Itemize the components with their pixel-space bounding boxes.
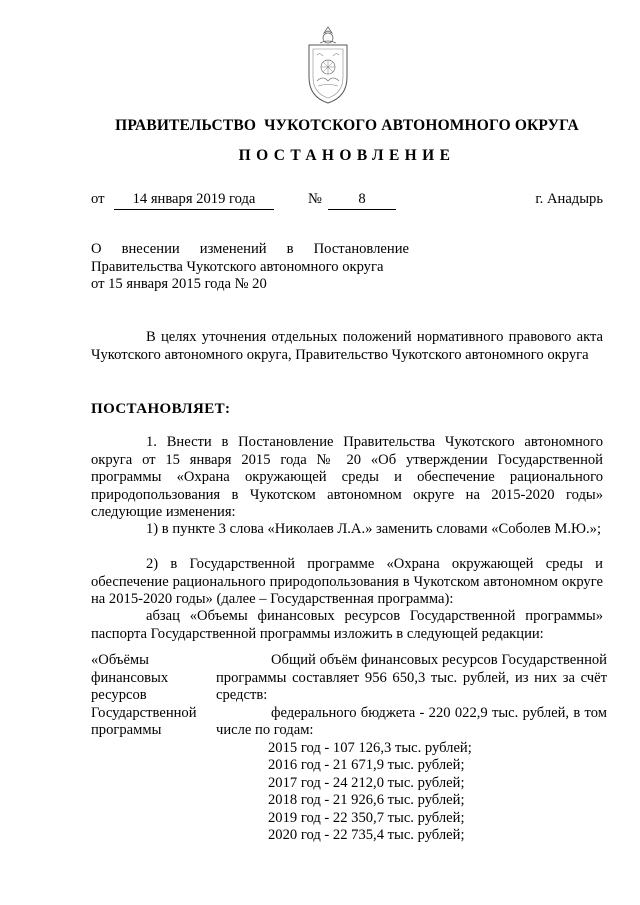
subitem-2-paragraph: 2) в Государственной программе «Охрана окружающей среды и обеспечение рационального природопользования в Чукотском автономном округе на 2015-2020 годы» (далее – Государственная программа): bbox=[91, 556, 603, 607]
year-row: 2020 год - 22 735,4 тыс. рублей; bbox=[268, 827, 465, 843]
coat-of-arms-emblem bbox=[303, 25, 353, 105]
subject-line: от 15 января 2015 года № 20 bbox=[91, 276, 267, 292]
dateline bbox=[91, 191, 603, 211]
chukotka-coat-of-arms-icon bbox=[303, 25, 353, 105]
table-label-line: Государственной bbox=[91, 704, 197, 721]
resolves-heading: ПОСТАНОВЛЯЕТ: bbox=[91, 401, 231, 417]
table-label-line: «Объёмы bbox=[91, 652, 149, 668]
year-row: 2017 год - 24 212,0 тыс. рублей; bbox=[268, 774, 465, 791]
document-subject bbox=[91, 241, 409, 294]
table-label-line: программы bbox=[91, 722, 162, 738]
city: г. Анадырь bbox=[535, 191, 603, 207]
document-date: 14 января 2019 года bbox=[114, 191, 274, 210]
document-type-title: ПОСТАНОВЛЕНИЕ bbox=[238, 147, 456, 164]
document-number: 8 bbox=[328, 191, 396, 210]
item-1-paragraph: 1. Внести в Постановление Правительства Чукотского автономного округа от 15 января 2015 года № 20 «Об утверждении Государственной программы «Охрана окружающей среды и обеспечение рационального природопользования в Чукотском автономном округе на 2015-2020 годы» следующие изменения: bbox=[91, 434, 603, 520]
year-list bbox=[216, 740, 607, 845]
number-sign: № bbox=[308, 191, 322, 207]
federal-budget-text: федерального бюджета - 220 022,9 тыс. рублей, в том числе по годам: bbox=[216, 704, 607, 738]
total-financing-text: Общий объём финансовых ресурсов Государственной программы составляет 956 650,3 тыс. рублей, из них за счёт средств: bbox=[216, 652, 607, 703]
year-row: 2018 год - 21 926,6 тыс. рублей; bbox=[268, 792, 465, 808]
abzac-paragraph: абзац «Объемы финансовых ресурсов Государственной программы» паспорта Государственной программы изложить в следующей редакции: bbox=[91, 608, 603, 642]
year-row: 2019 год - 22 350,7 тыс. рублей; bbox=[268, 809, 465, 826]
table-label-line: финансовых bbox=[91, 669, 169, 686]
table-value-cell bbox=[216, 652, 607, 845]
subject-line: Правительства Чукотского автономного округа bbox=[91, 258, 384, 275]
subitem-1-paragraph: 1) в пункте 3 слова «Николаев Л.А.» заменить словами «Соболев М.Ю.»; bbox=[146, 521, 602, 537]
year-row: 2016 год - 21 671,9 тыс. рублей; bbox=[268, 757, 465, 773]
financing-table bbox=[91, 652, 607, 845]
subject-line: О внесении изменений в Постановление bbox=[91, 241, 409, 257]
date-prefix: от bbox=[91, 191, 105, 207]
government-name: ПРАВИТЕЛЬСТВО ЧУКОТСКОГО АВТОНОМНОГО ОКРУГА bbox=[115, 117, 579, 134]
year-row: 2015 год - 107 126,3 тыс. рублей; bbox=[268, 739, 472, 756]
table-label-line: ресурсов bbox=[91, 687, 147, 703]
preamble-paragraph: В целях уточнения отдельных положений нормативного правового акта Чукотского автономного округа, Правительство Чукотского автономного округа bbox=[91, 329, 603, 363]
table-label-cell bbox=[91, 652, 216, 845]
